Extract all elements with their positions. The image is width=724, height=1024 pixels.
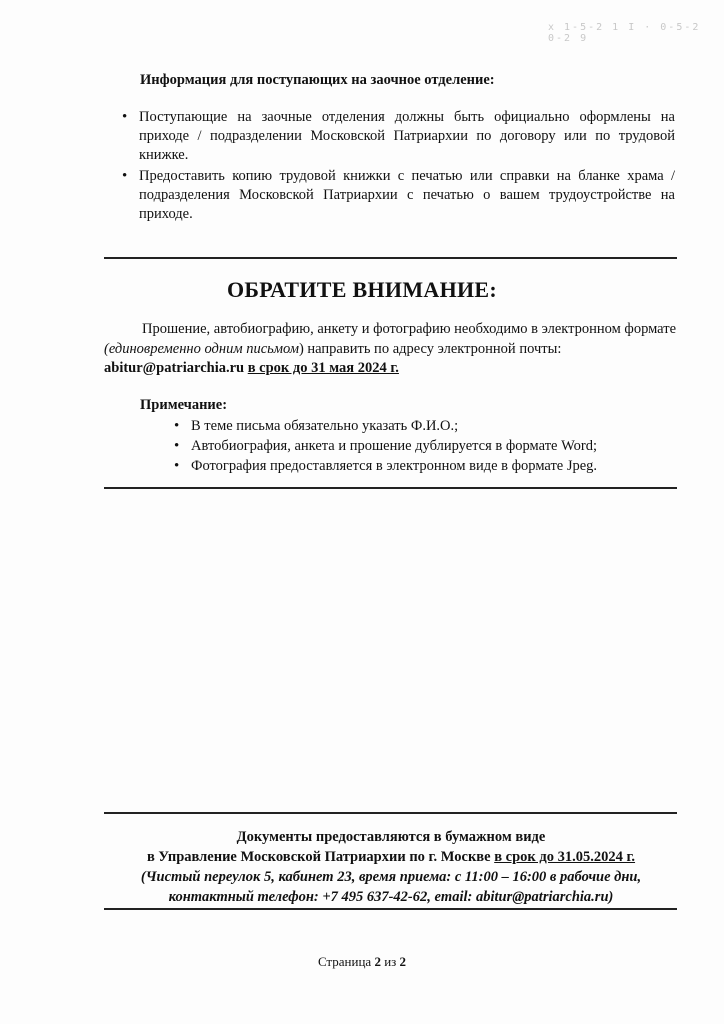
divider <box>104 487 677 489</box>
list-item: • Фотография предоставляется в электронном виде в формате Jpeg. <box>172 456 672 476</box>
list-item: • Поступающие на заочные отделения должны быть официально оформлены на приходе / подразделении Московской Патриархии по договору или по трудовой книжке. <box>120 108 675 165</box>
paper-docs-line <box>104 847 678 867</box>
list-item: • Автобиография, анкета и прошение дублируется в формате Word; <box>172 436 672 456</box>
paragraph-italic-text: (единовременно одним письмом <box>104 340 299 357</box>
note-label: Примечание: <box>140 397 228 413</box>
paper-docs-deadline: в срок до 31.05.2024 г. <box>494 849 636 865</box>
list-item: • В теме письма обязательно указать Ф.И.О.; <box>172 416 672 436</box>
notes-list <box>172 416 672 476</box>
paragraph-text-after: ) направить по адресу электронной почты: <box>298 340 562 357</box>
paper-docs-address: (Чистый переулок 5, кабинет 23, время приема: с 11:00 – 16:00 <box>140 869 550 885</box>
page-current: 2 <box>374 954 381 969</box>
paragraph-text: Прошение, автобиографию, анкету и фотографию необходимо в электронном формате <box>142 321 677 337</box>
list-item: • Предоставить копию трудовой книжки с печатью или справки на бланке храма / подразделения Московской Патриархии с печатью о вашем трудоустройстве на приходе. <box>120 167 675 224</box>
paper-docs-line <box>104 867 678 887</box>
divider <box>104 812 677 814</box>
paper-docs-hours: в рабочие дни, <box>549 869 642 885</box>
paper-documents-block <box>104 827 678 907</box>
corner-scan-mark: x 1-5-2 1 I · 0-5-2 0-2 9 <box>548 22 701 44</box>
correspondence-section-title: Информация для поступающих на заочное отделение: <box>140 72 495 88</box>
deadline-text: в срок до 31 мая 2024 г. <box>247 360 399 376</box>
submission-paragraph <box>104 320 676 379</box>
email-link[interactable]: abitur@patriarchia.ru <box>104 360 245 376</box>
correspondence-requirements-list <box>120 108 675 226</box>
page-number-prefix: Страница <box>317 954 375 969</box>
paper-docs-text: в Управление Московской Патриархии по г. Москве <box>146 849 495 865</box>
paper-docs-line: Документы предоставляются в бумажном виде <box>236 829 546 845</box>
paper-docs-contact: контактный телефон: +7 495 637-42-62, email: abitur@patriarchia.ru) <box>168 889 614 905</box>
attention-headline: ОБРАТИТЕ ВНИМАНИЕ: <box>226 277 498 302</box>
divider <box>104 908 677 910</box>
page-number-separator: из <box>380 954 400 969</box>
page-number <box>0 954 724 970</box>
page-total: 2 <box>399 954 407 969</box>
divider <box>104 257 677 259</box>
